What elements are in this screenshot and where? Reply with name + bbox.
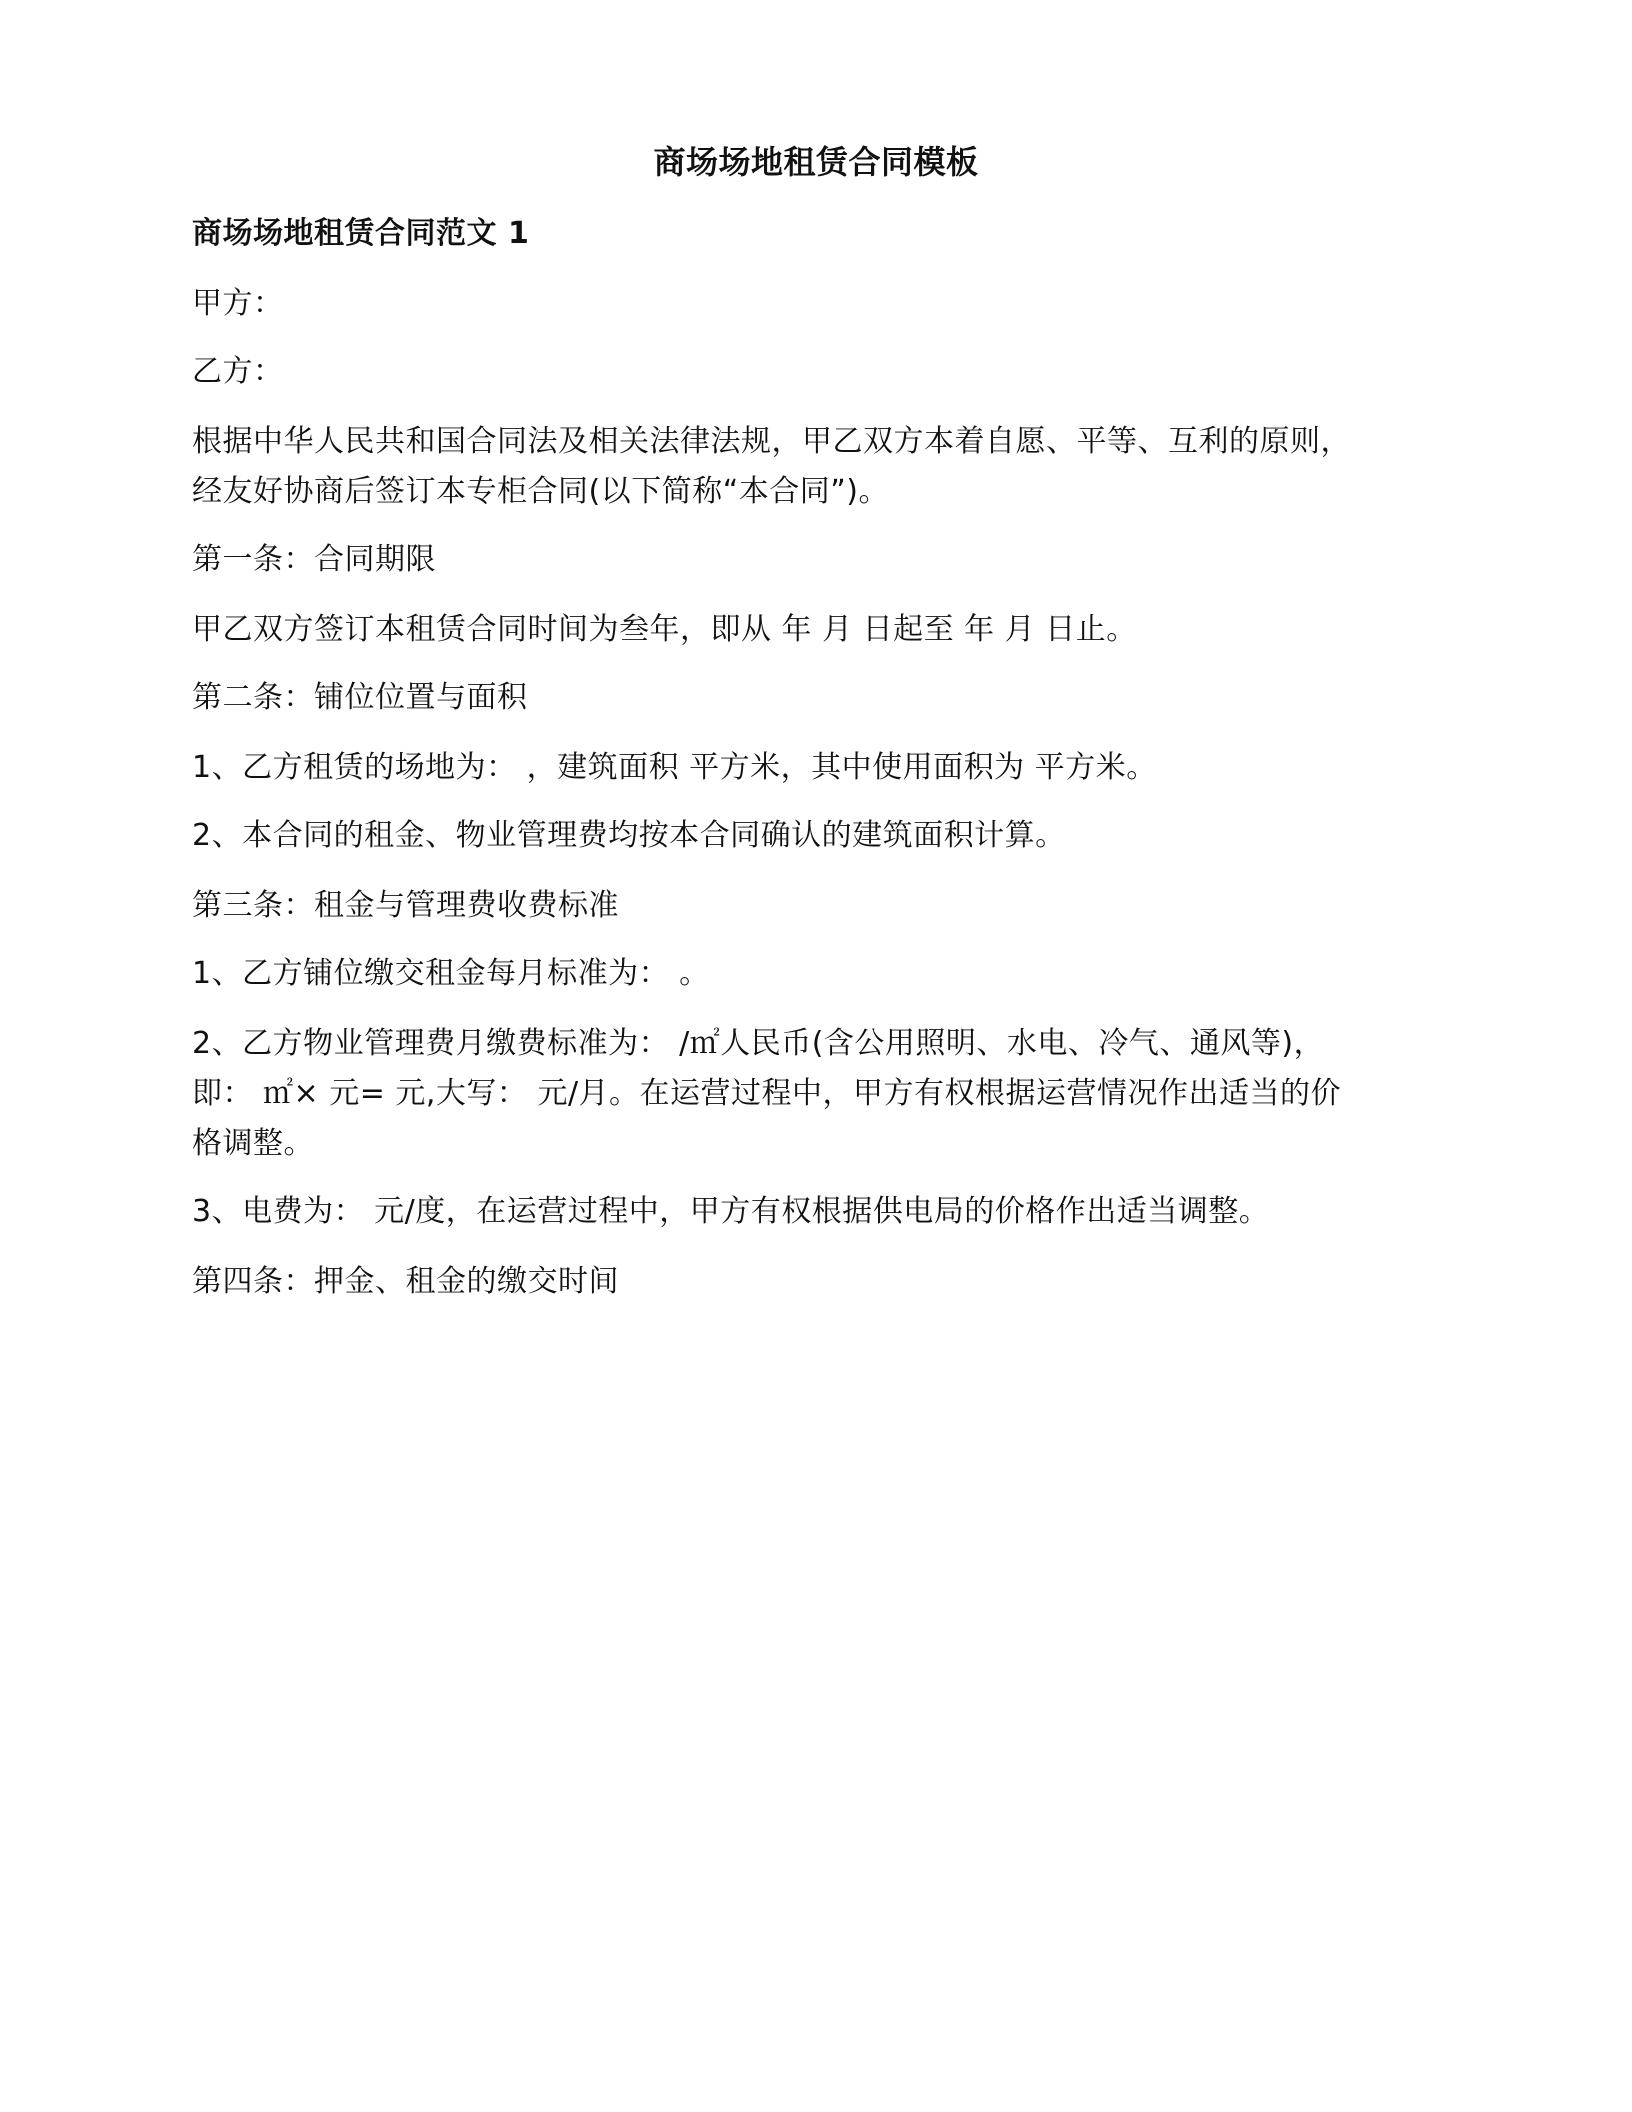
article-3-item-2-line-1: 2、乙方物业管理费月缴费标准为： /㎡人民币(含公用照明、水电、冷气、通风等)， bbox=[192, 1026, 1325, 1061]
party-b-label: 乙方： bbox=[192, 354, 284, 389]
article-2-item-1: 1、乙方租赁的场地为： ，建筑面积 平方米，其中使用面积为 平方米。 bbox=[192, 750, 1157, 785]
intro-paragraph-line-2: 经友好协商后签订本专柜合同(以下简称“本合同”)。 bbox=[192, 474, 889, 509]
article-2-item-2: 2、本合同的租金、物业管理费均按本合同确认的建筑面积计算。 bbox=[192, 818, 1066, 853]
article-3-item-2-line-2: 即： ㎡× 元= 元,大写： 元/月。在运营过程中，甲方有权根据运营情况作出适当的价 bbox=[192, 1076, 1342, 1111]
intro-paragraph-line-1: 根据中华人民共和国合同法及相关法律法规，甲乙双方本着自愿、平等、互利的原则， bbox=[192, 424, 1351, 459]
article-1-text: 甲乙双方签订本租赁合同时间为叁年，即从 年 月 日起至 年 月 日止。 bbox=[192, 612, 1137, 647]
article-3-item-1: 1、乙方铺位缴交租金每月标准为： 。 bbox=[192, 956, 710, 991]
article-2-heading: 第二条：铺位位置与面积 bbox=[192, 680, 528, 715]
article-1-heading: 第一条：合同期限 bbox=[192, 542, 436, 577]
article-3-heading: 第三条：租金与管理费收费标准 bbox=[192, 888, 619, 923]
article-3-item-3: 3、电费为： 元/度，在运营过程中，甲方有权根据供电局的价格作出适当调整。 bbox=[192, 1194, 1270, 1229]
page-title: 商场场地租赁合同模板 bbox=[653, 143, 979, 181]
document-subtitle: 商场场地租赁合同范文 1 bbox=[192, 216, 530, 251]
article-3-item-2-line-3: 格调整。 bbox=[192, 1126, 314, 1161]
article-4-heading: 第四条：押金、租金的缴交时间 bbox=[192, 1264, 619, 1299]
party-a-label: 甲方： bbox=[192, 286, 284, 321]
